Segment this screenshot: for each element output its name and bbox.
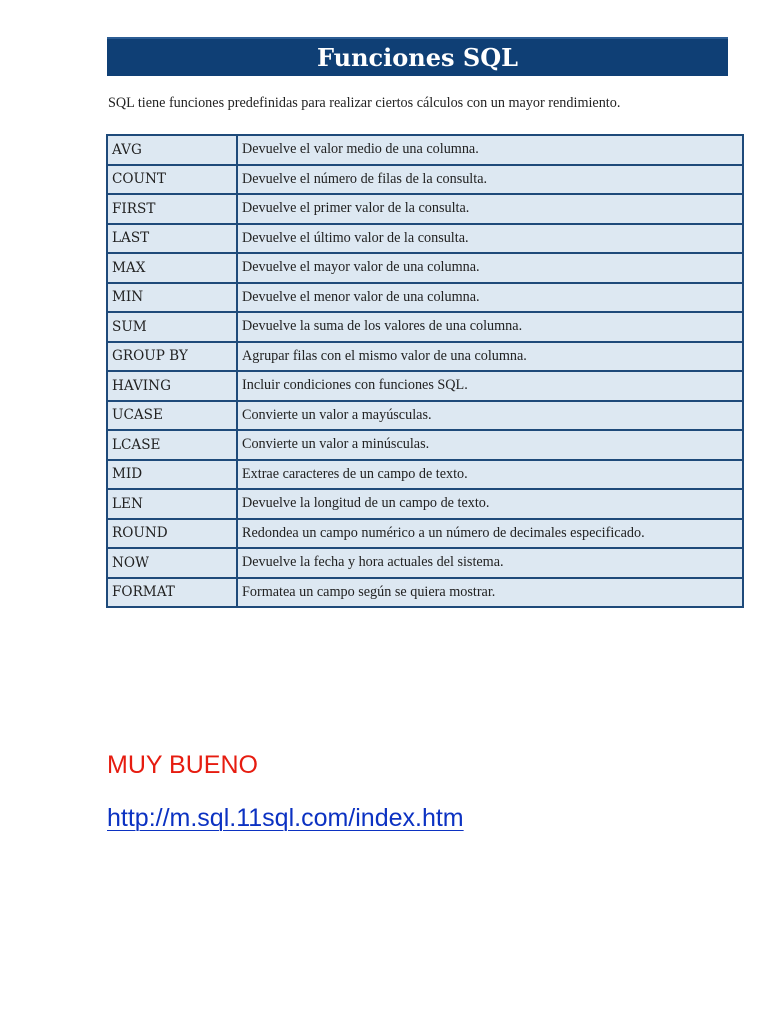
table-row — [107, 135, 743, 165]
function-name-cell: SUM — [107, 312, 237, 342]
function-name-cell: FORMAT — [107, 578, 237, 608]
function-name-cell: FIRST — [107, 194, 237, 224]
table-row — [107, 548, 743, 578]
function-description-cell: Devuelve la longitud de un campo de texto. — [237, 489, 743, 519]
function-description-cell: Devuelve el primer valor de la consulta. — [237, 194, 743, 224]
function-name-cell: MIN — [107, 283, 237, 313]
table-row — [107, 253, 743, 283]
table-row — [107, 519, 743, 549]
function-name-cell: AVG — [107, 135, 237, 165]
function-description-cell: Agrupar filas con el mismo valor de una columna. — [237, 342, 743, 372]
function-name-cell: ROUND — [107, 519, 237, 549]
intro-paragraph: SQL tiene funciones predefinidas para realizar ciertos cálculos con un mayor rendimiento. — [108, 95, 621, 111]
function-description-cell: Redondea un campo numérico a un número de decimales especificado. — [237, 519, 743, 549]
function-description-cell: Incluir condiciones con funciones SQL. — [237, 371, 743, 401]
function-description-cell: Convierte un valor a mayúsculas. — [237, 401, 743, 431]
table-row — [107, 194, 743, 224]
function-description-cell: Devuelve el menor valor de una columna. — [237, 283, 743, 313]
function-name-cell: MAX — [107, 253, 237, 283]
table-row — [107, 224, 743, 254]
table-row — [107, 283, 743, 313]
function-description-cell: Devuelve el último valor de la consulta. — [237, 224, 743, 254]
function-description-cell: Devuelve el valor medio de una columna. — [237, 135, 743, 165]
function-name-cell: HAVING — [107, 371, 237, 401]
title-banner — [107, 37, 728, 76]
function-description-cell: Convierte un valor a minúsculas. — [237, 430, 743, 460]
rating-note: MUY BUENO — [107, 751, 258, 779]
function-description-cell: Formatea un campo según se quiera mostrar. — [237, 578, 743, 608]
function-name-cell: MID — [107, 460, 237, 490]
table-row — [107, 460, 743, 490]
table-row — [107, 430, 743, 460]
function-description-cell: Devuelve el mayor valor de una columna. — [237, 253, 743, 283]
function-name-cell: COUNT — [107, 165, 237, 195]
function-name-cell: LCASE — [107, 430, 237, 460]
function-name-cell: GROUP BY — [107, 342, 237, 372]
functions-table — [106, 134, 744, 608]
table-row — [107, 165, 743, 195]
function-name-cell: NOW — [107, 548, 237, 578]
function-description-cell: Extrae caracteres de un campo de texto. — [237, 460, 743, 490]
table-row — [107, 489, 743, 519]
function-name-cell: LAST — [107, 224, 237, 254]
function-description-cell: Devuelve la suma de los valores de una columna. — [237, 312, 743, 342]
reference-link[interactable]: http://m.sql.11sql.com/index.htm — [107, 804, 464, 832]
table-row — [107, 312, 743, 342]
table-row — [107, 342, 743, 372]
function-name-cell: LEN — [107, 489, 237, 519]
function-name-cell: UCASE — [107, 401, 237, 431]
page-title: Funciones SQL — [317, 43, 518, 72]
table-row — [107, 371, 743, 401]
table-row — [107, 401, 743, 431]
function-description-cell: Devuelve el número de filas de la consulta. — [237, 165, 743, 195]
table-row — [107, 578, 743, 608]
function-description-cell: Devuelve la fecha y hora actuales del sistema. — [237, 548, 743, 578]
